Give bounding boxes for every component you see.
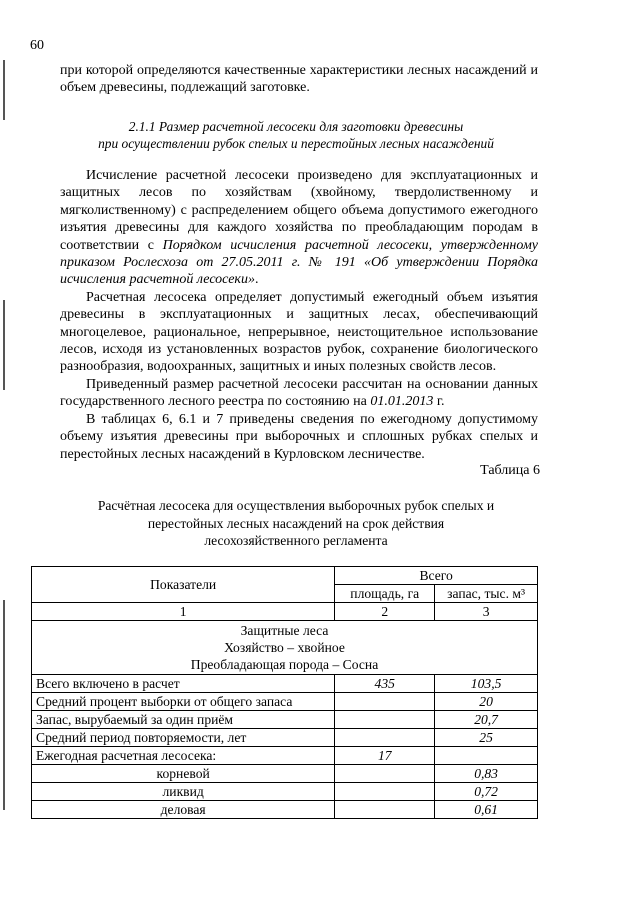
row-area [335, 801, 435, 819]
row-stock: 103,5 [435, 675, 538, 693]
reference-date: 01.01.2013 [370, 394, 434, 410]
row-stock: 25 [435, 729, 538, 747]
table-label: Таблица 6 [480, 463, 540, 478]
column-number: 2 [335, 603, 435, 621]
header-stock: запас, тыс. м³ [435, 585, 538, 603]
row-area [335, 783, 435, 801]
table-row [32, 675, 538, 693]
section-forest-type: Защитные леса [240, 623, 329, 638]
row-area [335, 729, 435, 747]
row-label: ликвид [32, 783, 335, 801]
margin-mark [3, 60, 5, 120]
row-label: деловая [32, 801, 335, 819]
row-stock: 20 [435, 693, 538, 711]
table-row [32, 801, 538, 819]
caption-line: перестойных лесных насаждений на срок действия [147, 515, 445, 531]
row-label: Средний процент выборки от общего запаса [32, 693, 335, 711]
row-stock: 0,72 [435, 783, 538, 801]
row-stock: 0,61 [435, 801, 538, 819]
row-area [335, 693, 435, 711]
table-row [32, 765, 538, 783]
table-row [32, 729, 538, 747]
paragraph-definition: Расчетная лесосека определяет допустимый ежегодный объем изъятия древесины в эксплуатационных и защитных лесах, обеспечивающий многоцелевое, рациональное, непрерывное, неистощительное использование лесов, исходя из установленных возрастов рубок, сохранение биологического разнообразия, водоохранных, защитных и иных полезных свойств лесов. [60, 289, 538, 375]
paragraph-text: Приведенный размер расчетной лесосеки рассчитан на основании данных государственного лесного реестра по состоянию на [60, 376, 538, 410]
row-label: корневой [32, 765, 335, 783]
table-row [32, 693, 538, 711]
body-paragraphs [60, 167, 538, 463]
row-area [335, 765, 435, 783]
row-area: 17 [335, 747, 435, 765]
paragraph-data-source [60, 376, 538, 411]
row-stock [435, 747, 538, 765]
row-area [335, 711, 435, 729]
column-number-row [32, 603, 538, 621]
section-row [32, 621, 538, 675]
page-number: 60 [30, 38, 44, 53]
intro-paragraph: при которой определяются качественные характеристики лесных насаждений и объем древесины, подлежащий заготовке. [60, 63, 538, 96]
subheading-line: 2.1.1 Размер расчетной лесосеки для заготовки древесины [128, 119, 464, 134]
row-stock: 20,7 [435, 711, 538, 729]
row-label: Всего включено в расчет [32, 675, 335, 693]
order-reference: Порядком исчисления расчетной лесосеки, утвержденному приказом Рослесхоза от 27.05.2011 г. № 191 «Об утверждении Порядка исчисления расчетной лесосеки» [60, 237, 538, 288]
row-label: Ежегодная расчетная лесосека: [32, 747, 335, 765]
caption-line: лесохозяйственного регламента [204, 533, 388, 549]
table-header-row [32, 567, 538, 585]
header-area: площадь, га [335, 585, 435, 603]
header-total: Всего [335, 567, 538, 585]
column-number: 1 [32, 603, 335, 621]
caption-line: Расчётная лесосека для осуществления выборочных рубок спелых и [97, 498, 495, 513]
row-stock: 0,83 [435, 765, 538, 783]
subheading-line: при осуществлении рубок спелых и перестойных лесных насаждений [98, 136, 494, 152]
paragraph-text: Исчисление расчетной лесосеки произведено для эксплуатационных и защитных лесов по хозяйствам (хвойному, твердолиственному и мягколиственному) с распределением общего объема допустимого ежегодного изъятия древесины для каждого хозяйства по преобладающим породам в соответствии с [60, 168, 538, 253]
allowable-cut-table [31, 566, 538, 819]
row-label: Средний период повторяемости, лет [32, 729, 335, 747]
margin-mark [3, 300, 5, 390]
column-number: 3 [435, 603, 538, 621]
margin-mark [3, 600, 5, 810]
table-row [32, 783, 538, 801]
paragraph-tables-intro: В таблицах 6, 6.1 и 7 приведены сведения по ежегодному допустимому объему изъятия древесины при выборочных и сплошных рубках спелых и перестойных лесных насаждений в Курловском лесничестве. [60, 411, 538, 462]
section-header [32, 621, 538, 675]
table-row [32, 711, 538, 729]
paragraph-text: . [254, 272, 259, 288]
section-economy: Хозяйство – хвойное [224, 640, 345, 655]
section-species: Преобладающая порода – Сосна [190, 657, 379, 672]
header-indicators: Показатели [32, 567, 335, 603]
paragraph-calculation-method [60, 167, 538, 289]
table-row [32, 747, 538, 765]
table-caption [56, 497, 536, 550]
paragraph-text: г. [433, 394, 445, 410]
section-subheading [56, 118, 536, 153]
row-label: Запас, вырубаемый за один приём [32, 711, 335, 729]
row-area: 435 [335, 675, 435, 693]
